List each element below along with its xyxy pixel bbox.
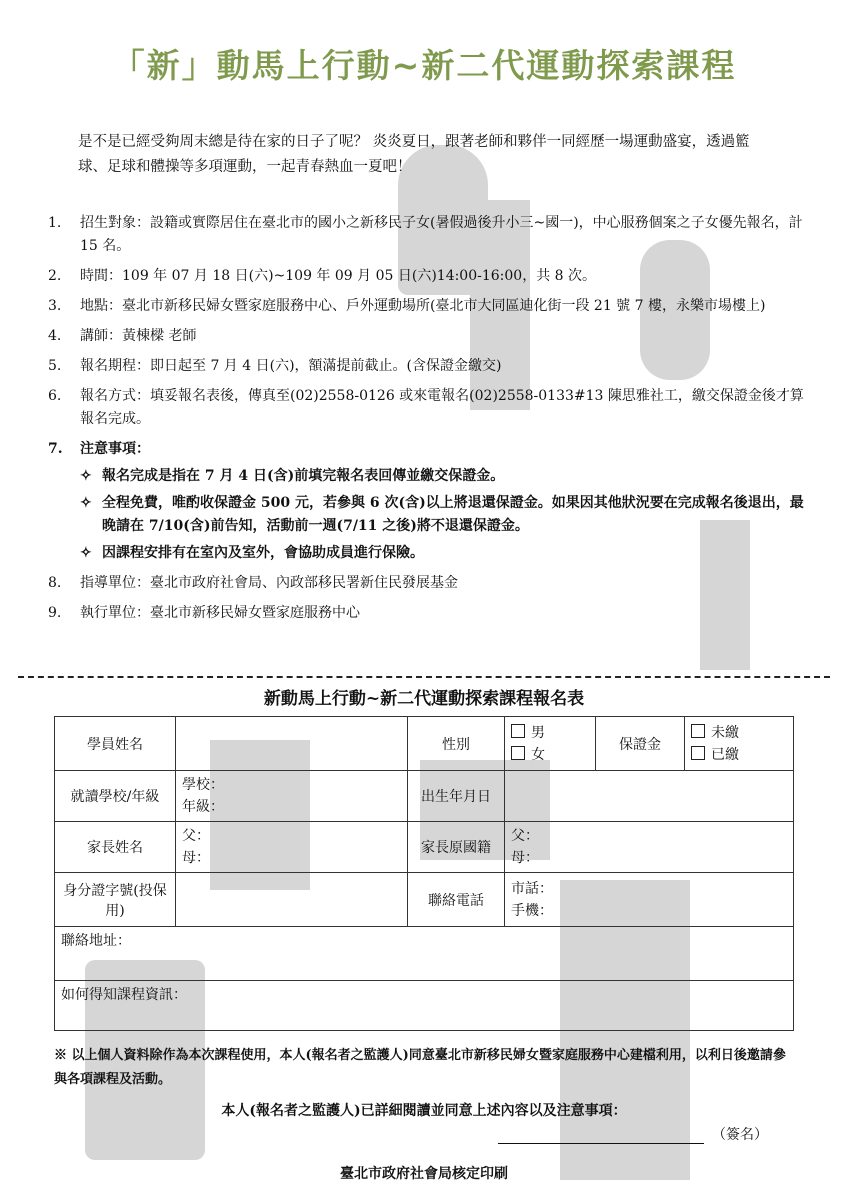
home-phone-label: 市話：	[511, 880, 553, 897]
list-item	[48, 385, 808, 431]
note-bullet	[80, 465, 808, 488]
item-number: 5.	[48, 358, 62, 374]
deposit-label: 保證金	[596, 717, 685, 771]
privacy-note: ※ 以上個人資料除作為本次課程使用，本人(報名者之監護人)同意臺北市新移民婦女暨家庭服務中心建檔利用，以利日後邀請參與各項課程及活動。	[54, 1048, 786, 1087]
item-text: 執行單位：臺北市新移民婦女暨家庭服務中心	[80, 605, 360, 621]
father-label: 父：	[182, 828, 210, 844]
contact-phone-field[interactable]	[505, 873, 794, 927]
checkbox-icon[interactable]	[511, 724, 525, 738]
notes-title: 注意事項：	[80, 441, 150, 457]
note-text: 報名完成是指在 7 月 4 日(含)前填完報名表回傳並繳交保證金。	[102, 468, 505, 484]
gender-male-option[interactable]: 男	[511, 722, 589, 744]
how-known-field[interactable]	[55, 981, 794, 1031]
mobile-label: 手機：	[511, 902, 553, 919]
item-text: 地點：臺北市新移民婦女暨家庭服務中心、戶外運動場所(臺北市大同區迪化街一段 21 號 7 樓，永樂市場樓上)	[80, 298, 766, 314]
info-list	[48, 212, 808, 632]
notes-item	[48, 438, 808, 565]
note-bullet	[80, 542, 808, 565]
item-number: 3.	[48, 298, 62, 314]
item-text: 講師：黃棟樑 老師	[80, 328, 197, 344]
grade-label: 年級：	[182, 799, 224, 815]
item-text: 報名方式：填妥報名表後，傳真至(02)2558-0126 或來電報名(02)2558-0133#13 陳思雅社工，繳交保證金後才算報名完成。	[80, 388, 804, 427]
student-name-field[interactable]	[176, 717, 408, 771]
note-text: 全程免費，唯酌收保證金 500 元，若參與 6 次(含)以上將退還保證金。如果因其他狀況要在完成報名後退出，最晚請在 7/10(含)前告知，活動前一週(7/11 之後)將不退還保證金。	[102, 495, 804, 534]
item-number: 6.	[48, 388, 62, 404]
parent-name-field[interactable]	[176, 822, 408, 873]
item-text: 時間：109 年 07 月 18 日(六)~109 年 09 月 05 日(六)14:00-16:00，共 8 次。	[80, 268, 597, 284]
item-number: 4.	[48, 328, 62, 344]
notes-list	[80, 465, 808, 565]
item-number: 8.	[48, 575, 62, 591]
diamond-icon: ✧	[80, 495, 92, 511]
gender-female-option[interactable]: 女	[511, 744, 589, 766]
note-bullet	[80, 492, 808, 538]
approval-footer: 臺北市政府社會局核定印刷	[340, 1166, 508, 1182]
item-text: 招生對象：設籍或實際居住在臺北市的國小之新移民子女(暑假過後升小三~國一)，中心服務個案之子女優先報名，計 15 名。	[80, 215, 803, 254]
school-label: 學校：	[182, 777, 224, 793]
checkbox-icon[interactable]	[511, 746, 525, 760]
student-name-label: 學員姓名	[55, 717, 176, 771]
parent-nationality-label: 家長原國籍	[408, 822, 505, 873]
diamond-icon: ✧	[80, 468, 92, 484]
school-grade-field[interactable]	[176, 771, 408, 822]
note-text: 因課程安排有在室內及室外，會協助成員進行保險。	[102, 545, 424, 561]
page-title: 「新」動馬上行動~新二代運動探索課程	[111, 46, 737, 85]
item-number: 1.	[48, 215, 62, 231]
list-item	[48, 572, 808, 595]
mother-label: 母：	[182, 850, 210, 866]
father-label: 父：	[511, 828, 539, 844]
deposit-unpaid-option[interactable]: 未繳	[691, 722, 787, 744]
cut-line-divider	[18, 676, 830, 678]
address-label: 聯絡地址：	[61, 933, 131, 949]
checkbox-icon[interactable]	[691, 724, 705, 738]
address-field[interactable]	[55, 927, 794, 981]
school-grade-label: 就讀學校/年級	[55, 771, 176, 822]
id-number-label: 身分證字號(投保用)	[55, 873, 176, 927]
item-number: 7.	[48, 441, 63, 457]
list-item	[48, 265, 808, 288]
parent-nationality-field[interactable]	[505, 822, 794, 873]
diamond-icon: ✧	[80, 545, 92, 561]
signature-area	[498, 1124, 768, 1144]
form-title: 新動馬上行動~新二代運動探索課程報名表	[263, 689, 585, 709]
list-item	[48, 355, 808, 378]
list-item	[48, 602, 808, 625]
list-item	[48, 325, 808, 348]
parent-name-label: 家長姓名	[55, 822, 176, 873]
checkbox-icon[interactable]	[691, 746, 705, 760]
item-text: 報名期程：即日起至 7 月 4 日(六)，額滿提前截止。(含保證金繳交)	[80, 358, 502, 374]
deposit-options	[685, 717, 794, 771]
item-number: 2.	[48, 268, 62, 284]
contact-phone-label: 聯絡電話	[408, 873, 505, 927]
signature-label: （簽名）	[712, 1127, 768, 1143]
consent-statement: 本人(報名者之監護人)已詳細閱讀並同意上述內容以及注意事項：	[221, 1103, 627, 1119]
item-number: 9.	[48, 605, 62, 621]
signature-line[interactable]	[498, 1127, 704, 1144]
intro-paragraph: 是不是已經受夠周末總是待在家的日子了呢？ 炎炎夏日，跟著老師和夥伴一同經歷一場運動盛宴，透過籃球、足球和體操等多項運動，一起青春熱血一夏吧！	[78, 134, 750, 175]
mother-label: 母：	[511, 850, 539, 866]
birthdate-label: 出生年月日	[408, 771, 505, 822]
list-item	[48, 212, 808, 258]
list-item	[48, 295, 808, 318]
how-known-label: 如何得知課程資訊：	[61, 987, 187, 1003]
id-number-field[interactable]	[176, 873, 408, 927]
deposit-paid-option[interactable]: 已繳	[691, 744, 787, 766]
gender-label: 性別	[408, 717, 505, 771]
gender-options	[505, 717, 596, 771]
birthdate-field[interactable]	[505, 771, 794, 822]
registration-form-table	[54, 716, 794, 1031]
item-text: 指導單位：臺北市政府社會局、內政部移民署新住民發展基金	[80, 575, 458, 591]
